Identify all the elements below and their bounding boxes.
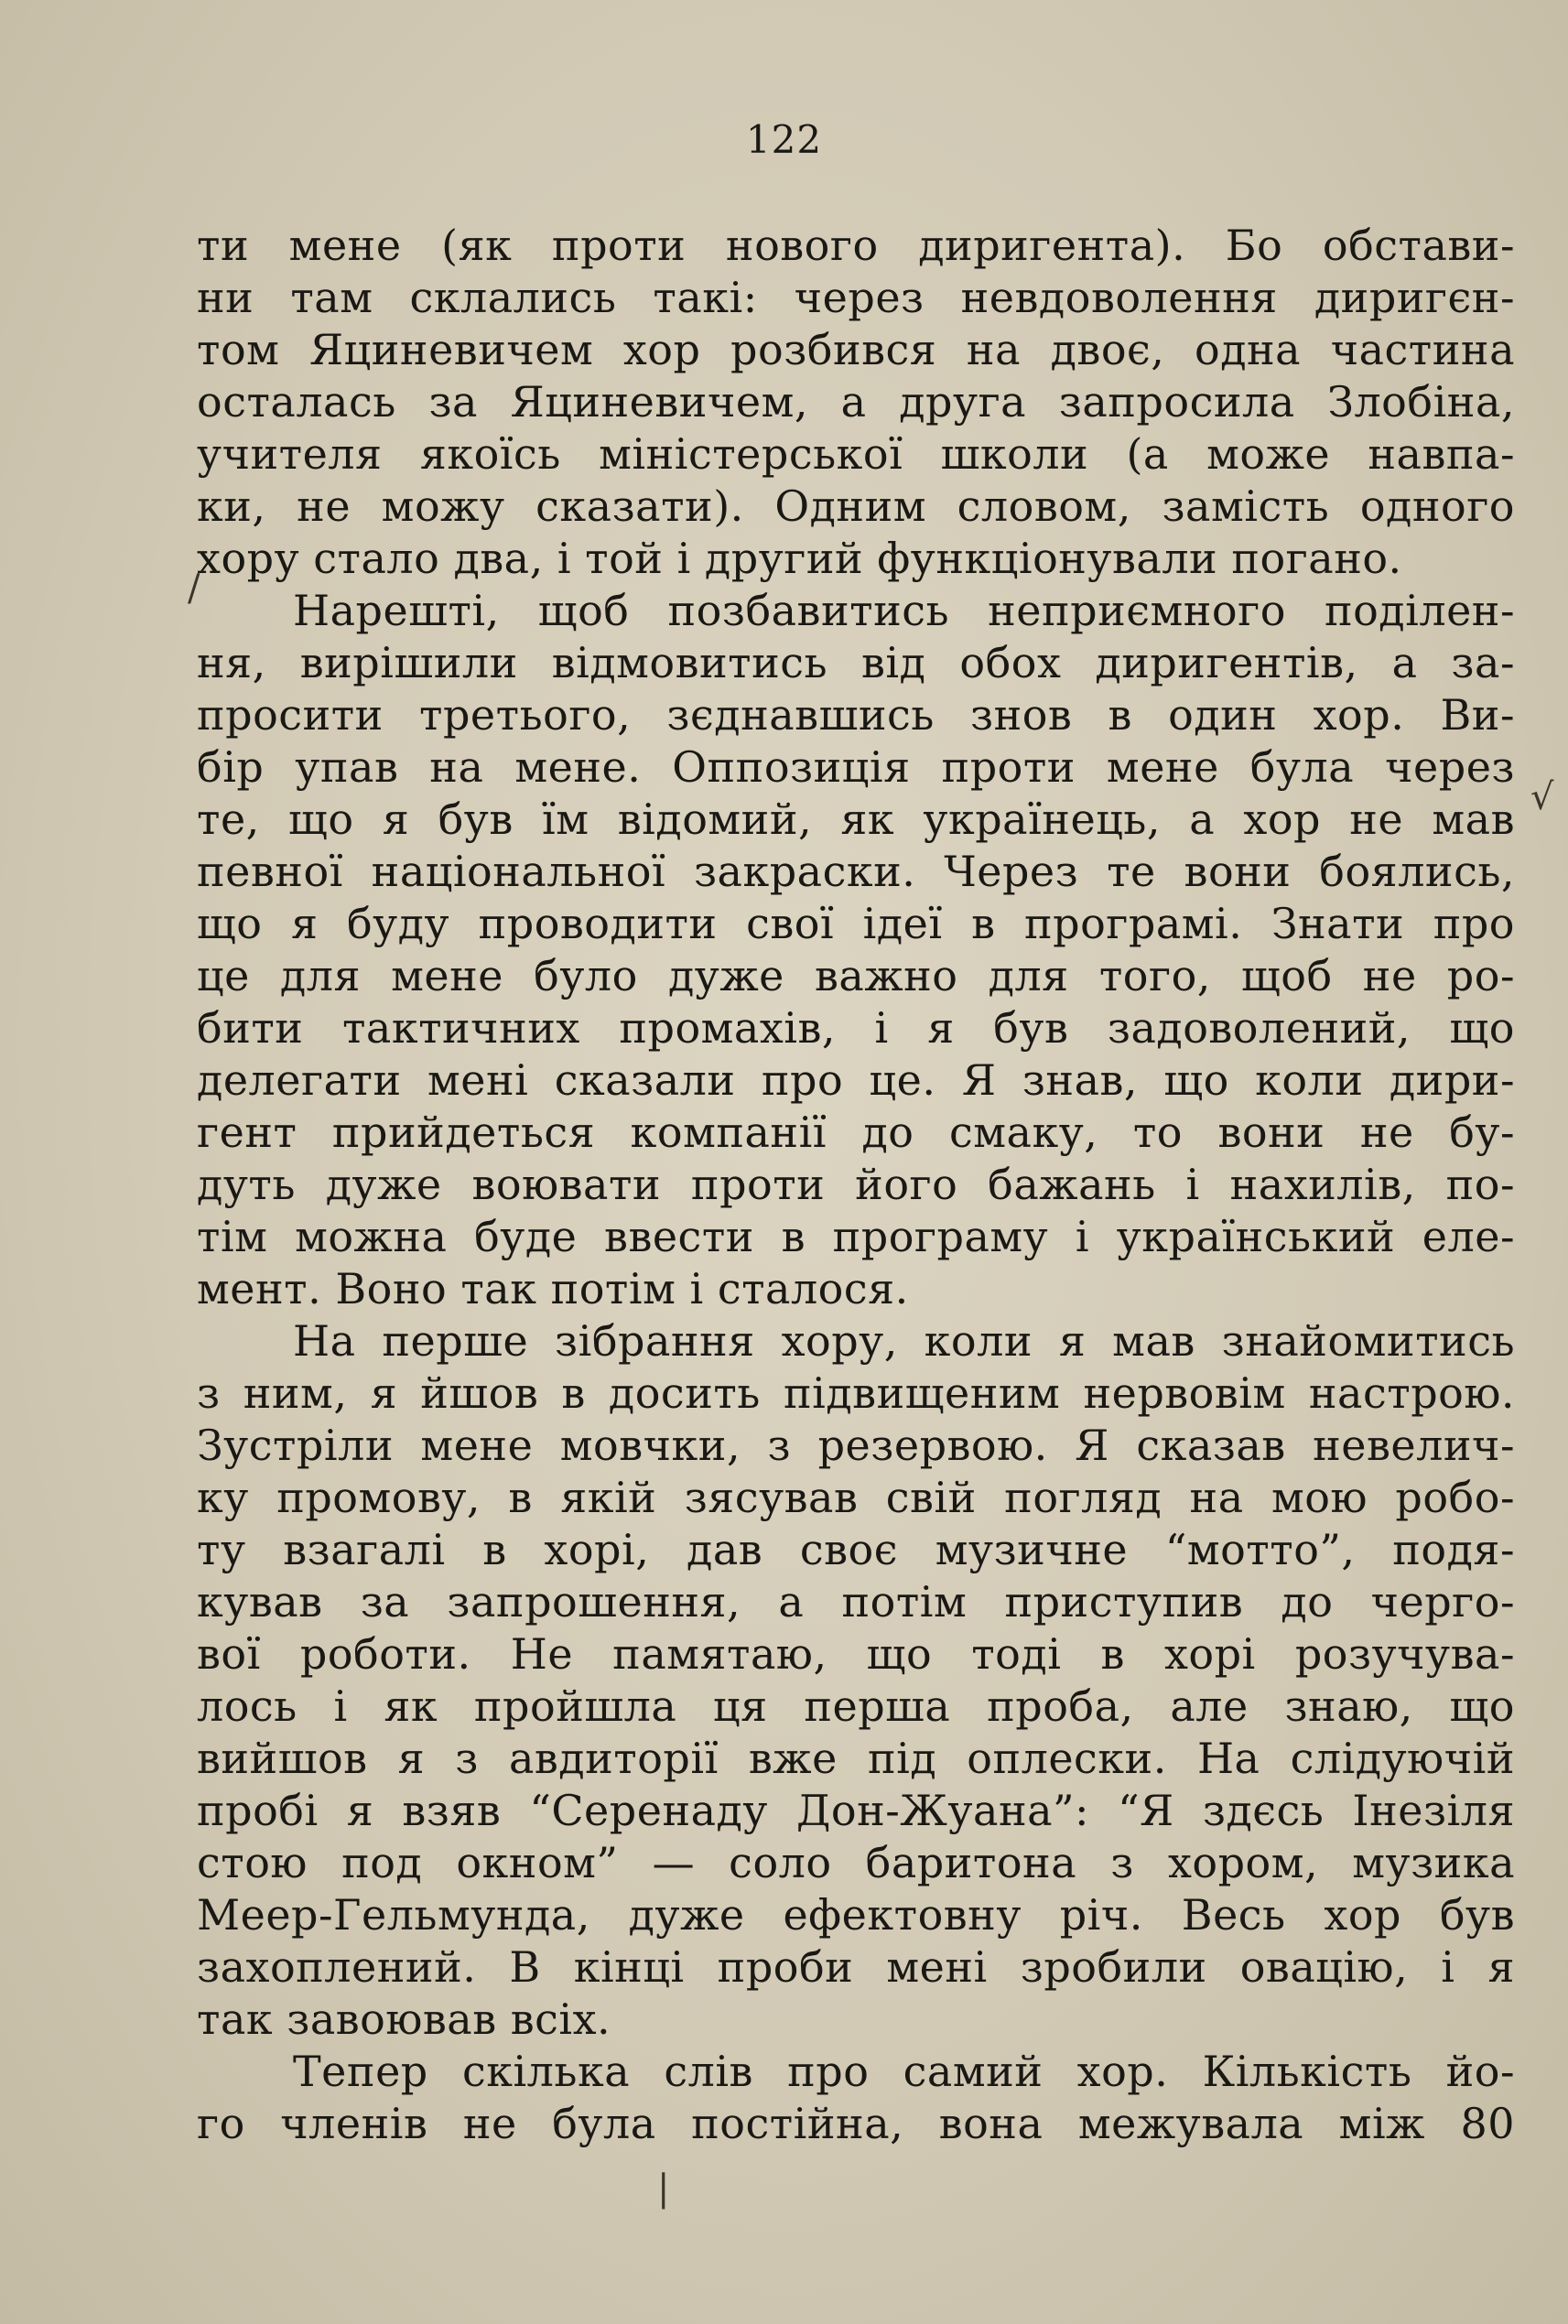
text-line: бір упав на мене. Оппозиція проти мене була через: [197, 742, 1515, 792]
text-line: ту взагалі в хорі, дав своє музичне “мотто”, подя-: [197, 1525, 1515, 1574]
text-line: лось і як пройшла ця перша проба, але знаю, що: [197, 1681, 1515, 1731]
body-text: [197, 220, 1515, 2150]
text-line: вої роботи. Не памятаю, що тоді в хорі розучува-: [197, 1629, 1515, 1679]
text-line: вийшов я з авдиторії вже під оплески. На слідуючій: [197, 1734, 1515, 1783]
text-line: хору стало два, і той і другий функціонували погано.: [197, 534, 1402, 583]
text-line: го членів не була постійна, вона межувала між 80: [197, 2099, 1515, 2148]
text-line: тім можна буде ввести в програму і український еле-: [197, 1212, 1515, 1261]
text-line: просити третього, зєднавшись знов в один хор. Ви-: [197, 690, 1515, 740]
margin-mark: |: [657, 2167, 670, 2210]
text-line: На перше зібрання хору, коли я мав знайомитись: [293, 1316, 1515, 1366]
text-line: ки, не можу сказати). Одним словом, замість одного: [197, 481, 1515, 531]
page-number: 122: [745, 117, 823, 162]
text-line: Меер-Гельмунда, дуже ефектовну річ. Весь хор був: [197, 1890, 1515, 1940]
text-line: кував за запрошення, а потім приступив до черго-: [197, 1577, 1515, 1627]
text-line: стою под окном” — соло баритона з хором, музика: [197, 1838, 1515, 1887]
text-line: з ним, я йшов в досить підвищеним нервовім настрою.: [197, 1368, 1515, 1418]
text-line: певної національної закраски. Через те вони боялись,: [197, 847, 1515, 896]
text-line: том Яциневичем хор розбився на двоє, одна частина: [197, 325, 1515, 374]
text-line: мент. Воно так потім і сталося.: [197, 1264, 909, 1313]
text-line: Зустріли мене мовчки, з резервою. Я сказав невелич-: [197, 1421, 1515, 1470]
text-line: захоплений. В кінці проби мені зробили овацію, і я: [197, 1942, 1515, 1992]
text-line: пробі я взяв “Серенаду Дон-Жуана”: “Я здєсь Інезіля: [197, 1786, 1515, 1835]
text-line: ти мене (як проти нового диригента). Бо обстави-: [197, 221, 1515, 270]
margin-mark: √: [1530, 776, 1554, 818]
text-line: так завоював всіх.: [197, 1994, 611, 2044]
text-line: те, що я був їм відомий, як українець, а хор не мав: [197, 794, 1515, 844]
text-line: ня, вирішили відмовитись від обох диригентів, а за-: [197, 638, 1515, 687]
text-line: дуть дуже воювати проти його бажань і нахилів, по-: [197, 1160, 1515, 1209]
text-line: ку промову, в якій зясував свій погляд на мою робо-: [197, 1473, 1515, 1522]
text-line: бити тактичних промахів, і я був задоволений, що: [197, 1003, 1515, 1053]
margin-mark: /: [188, 567, 200, 610]
text-line: гент прийдеться компанії до смаку, то вони не бу-: [197, 1108, 1515, 1157]
text-line: це для мене було дуже важно для того, щоб не ро-: [197, 951, 1515, 1000]
text-line: що я буду проводити свої ідеї в програмі. Знати про: [197, 899, 1515, 948]
text-line: делегати мені сказали про це. Я знав, що коли дири-: [197, 1055, 1515, 1105]
text-line: учителя якоїсь міністерської школи (а може навпа-: [197, 429, 1515, 479]
text-line: ни там склались такі: через невдоволення диригєн-: [197, 273, 1515, 322]
text-line: осталась за Яциневичем, а друга запросила Злобіна,: [197, 377, 1515, 427]
text-line: Нарешті, щоб позбавитись неприємного поділен-: [293, 586, 1515, 635]
text-line: Тепер скілька слів про самий хор. Кількість йо-: [293, 2047, 1515, 2096]
